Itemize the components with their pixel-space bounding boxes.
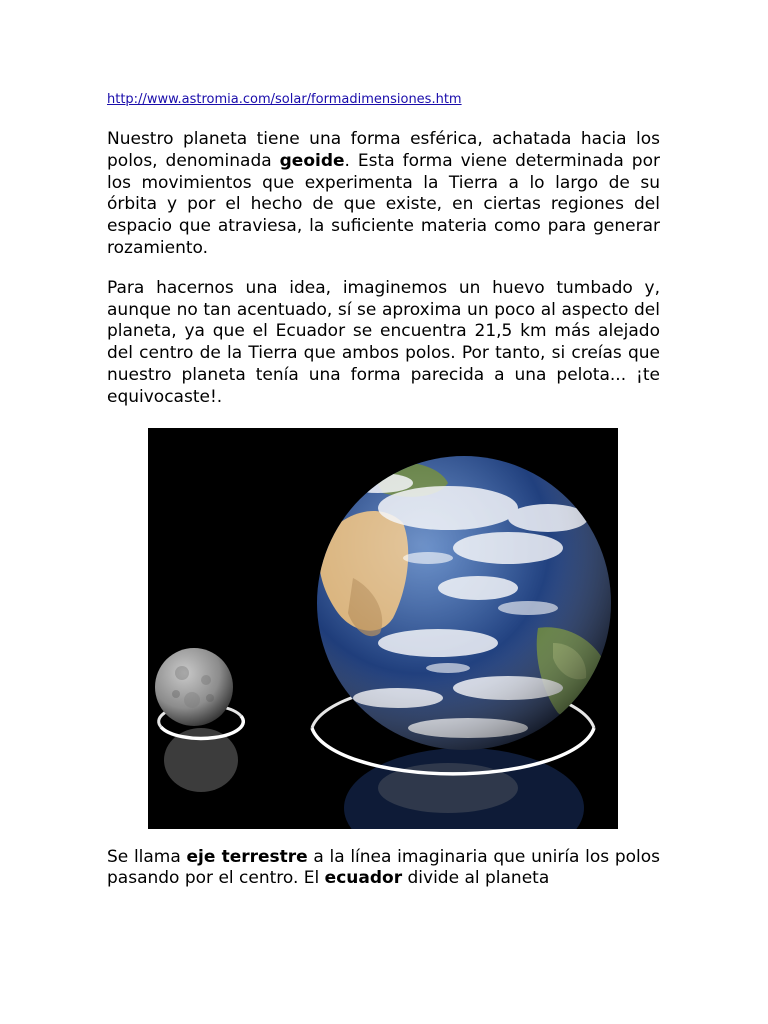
paragraph-eje-text-1: Se llama bbox=[107, 846, 187, 867]
earth-moon-figure bbox=[148, 428, 618, 829]
document-page bbox=[107, 88, 660, 890]
source-url-link[interactable]: http://www.astromia.com/solar/formadimensiones.htm bbox=[107, 92, 462, 107]
earth-sphere bbox=[317, 456, 611, 750]
moon-sphere bbox=[155, 648, 233, 726]
paragraph-geoide-text-after: . Esta forma viene determinada por los movimientos que experimenta la Tierra a lo largo de su órbita y por el hecho de que existe, en ciertas regiones del espacio que atraviesa, la suficiente materia como para generar rozamiento. bbox=[107, 150, 660, 258]
paragraph-geoide-text-before: Nuestro planeta tiene una forma esférica, achatada hacia los polos, denominada bbox=[107, 129, 660, 171]
paragraph-geoide bbox=[107, 129, 660, 260]
term-ecuador: ecuador bbox=[324, 868, 403, 889]
paragraph-eje-terrestre bbox=[107, 847, 660, 891]
paragraph-eje-text-2: a la línea imaginaria que uniría los polos pasando por el centro. El bbox=[107, 846, 661, 889]
paragraph-eje-text-3: divide al planeta bbox=[402, 868, 550, 889]
paragraph-huevo: Para hacernos una idea, imaginemos un huevo tumbado y, aunque no tan acentuado, sí se aproxima un poco al aspecto del planeta, ya que el Ecuador se encuentra 21,5 km más alejado del centro de la Tierra que ambos polos. Por tanto, si creías que nuestro planeta tenía una forma parecida a una pelota... ¡te equivocaste!. bbox=[107, 277, 660, 407]
term-eje-terrestre: eje terrestre bbox=[186, 846, 308, 867]
earth-moon-illustration bbox=[148, 428, 618, 829]
term-geoide: geoide bbox=[279, 150, 345, 171]
